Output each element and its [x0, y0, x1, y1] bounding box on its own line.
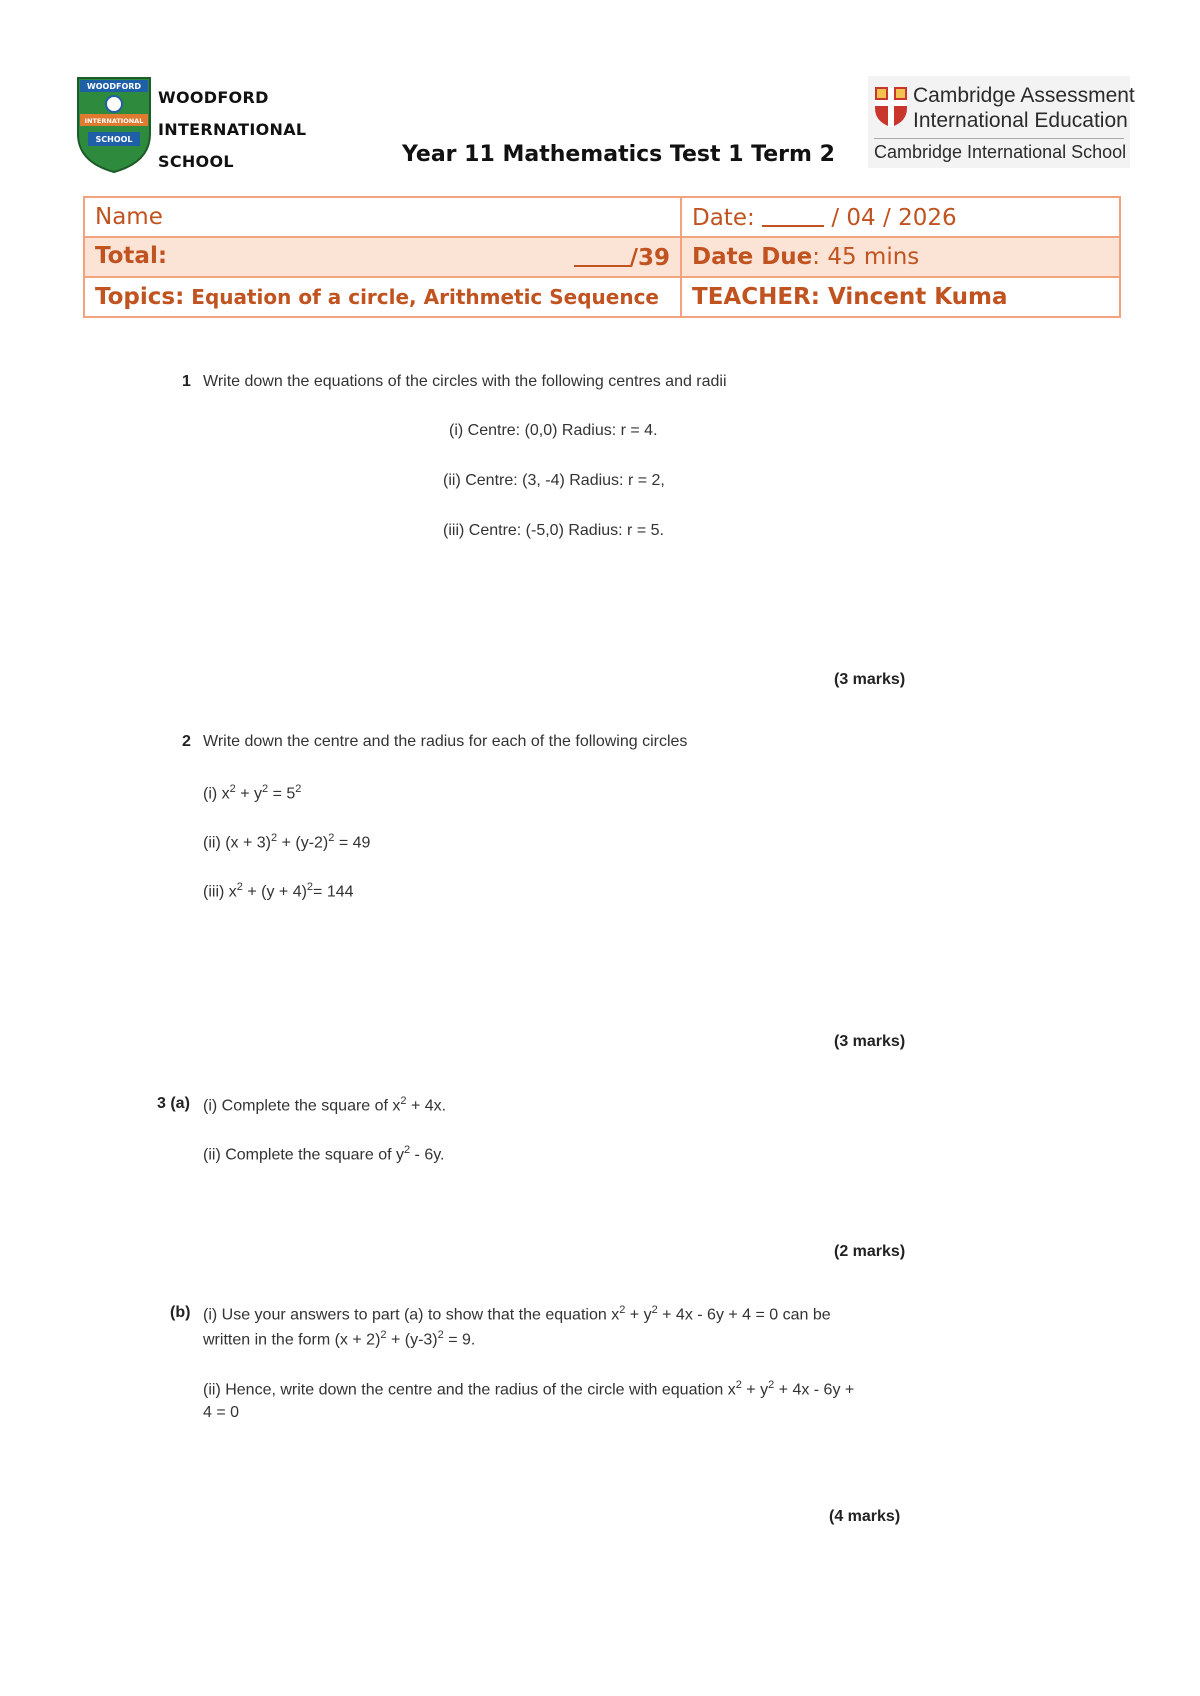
question-3a-number: 3 (a) [157, 1095, 190, 1112]
school-name-line: SCHOOL [158, 152, 234, 171]
expr-text: (ii) Complete the square of y [203, 1146, 404, 1164]
question-1-number: 1 [182, 373, 191, 390]
question-3b-marks: (4 marks) [829, 1508, 901, 1525]
logo-text-top: WOODFORD [86, 82, 142, 91]
date-year: 2026 [898, 205, 957, 231]
superscript: 2 [768, 1379, 775, 1391]
expr-text: + (y-2) [277, 834, 329, 852]
expr-text: (i) x [203, 785, 230, 803]
question-3a-part-ii [203, 1144, 444, 1164]
date-month: 04 [846, 205, 876, 231]
expr-text: + (y + 4) [242, 883, 307, 901]
date-due-label: Date Due [692, 244, 813, 270]
topics-cell [84, 277, 681, 317]
teacher-cell [681, 277, 1120, 317]
expr-text: + (y-3) [386, 1331, 438, 1349]
expr-text: = 5 [268, 785, 296, 803]
superscript: 2 [306, 881, 314, 893]
date-cell[interactable] [681, 197, 1120, 237]
logo-text-mid: INTERNATIONAL [84, 117, 144, 125]
expr-text: + y [741, 1381, 769, 1399]
total-label: Total: [95, 243, 168, 269]
date-label: Date: [692, 205, 755, 231]
date-due-cell [681, 237, 1120, 277]
total-out-of: /39 [629, 245, 670, 271]
teacher-label: TEACHER: [692, 284, 820, 310]
expr-text: + 4x - 6y + 4 = 0 can be [657, 1306, 831, 1324]
name-label: Name [95, 204, 163, 230]
cambridge-shield-icon [874, 86, 908, 128]
question-1-marks: (3 marks) [834, 671, 906, 688]
superscript: 2 [229, 783, 236, 795]
expr-text: written in the form (x + 2) [203, 1331, 381, 1349]
question-3b-part-ii-line1 [203, 1379, 854, 1399]
superscript: 2 [295, 783, 302, 795]
name-cell[interactable] [84, 197, 681, 237]
expr-text: (iii) x [203, 883, 237, 901]
expr-text: + 4x. [406, 1097, 447, 1115]
cambridge-divider [874, 138, 1124, 139]
question-1-part-iii: (iii) Centre: (-5,0) Radius: r = 5. [443, 522, 664, 539]
school-crest-logo [74, 74, 154, 174]
superscript: 2 [380, 1329, 387, 1341]
superscript: 2 [619, 1304, 626, 1316]
question-3b-part-i-line2 [203, 1329, 475, 1349]
expr-text: - 6y. [410, 1146, 445, 1164]
question-2-marks: (3 marks) [834, 1033, 906, 1050]
total-cell[interactable] [84, 237, 681, 277]
question-2-part-ii [203, 832, 370, 852]
question-1-part-i: (i) Centre: (0,0) Radius: r = 4. [449, 422, 658, 439]
superscript: 2 [328, 832, 335, 844]
date-due-value: : 45 mins [812, 244, 920, 270]
expr-text: + y [235, 785, 263, 803]
superscript: 2 [735, 1379, 742, 1391]
expr-text: (i) Complete the square of x [203, 1097, 401, 1115]
question-2-number: 2 [182, 733, 191, 750]
school-name-line: WOODFORD [158, 88, 269, 107]
student-info-table [83, 196, 1121, 318]
superscript: 2 [236, 881, 243, 893]
expr-text: (ii) (x + 3) [203, 834, 271, 852]
superscript: 2 [403, 1144, 411, 1156]
question-3a-marks: (2 marks) [834, 1243, 906, 1260]
superscript: 2 [651, 1304, 658, 1316]
question-3b-number: (b) [170, 1304, 191, 1321]
test-title: Year 11 Mathematics Test 1 Term 2 [402, 142, 835, 167]
superscript: 2 [262, 783, 269, 795]
cambridge-line-2: International Education [913, 109, 1128, 132]
expr-text: (i) Use your answers to part (a) to show that the equation x [203, 1306, 620, 1324]
cambridge-logo [868, 76, 1135, 168]
date-separator: / [883, 205, 891, 231]
date-day-blank[interactable] [762, 203, 824, 227]
expr-text: + 4x - 6y + [774, 1381, 855, 1399]
superscript: 2 [271, 832, 278, 844]
info-row-total [84, 237, 1120, 277]
cambridge-line-3: Cambridge International School [874, 142, 1127, 162]
info-row-name [84, 197, 1120, 237]
expr-text: + y [625, 1306, 652, 1324]
question-1-prompt: Write down the equations of the circles with the following centres and radii [203, 373, 727, 390]
date-separator: / [831, 205, 840, 231]
total-score-blank[interactable] [574, 243, 630, 267]
teacher-value: Vincent Kuma [819, 284, 1008, 310]
school-name [158, 82, 306, 178]
cambridge-line-1: Cambridge Assessment [913, 84, 1135, 107]
expr-text: = 9. [443, 1331, 476, 1349]
question-2-part-i [203, 783, 301, 803]
logo-text-bottom: SCHOOL [95, 135, 133, 144]
superscript: 2 [400, 1095, 407, 1107]
question-3b-part-i-line1 [203, 1304, 831, 1324]
expr-text: = 144 [313, 883, 354, 901]
question-3b-part-ii-line2: 4 = 0 [203, 1404, 240, 1421]
question-2-prompt: Write down the centre and the radius for each of the following circles [203, 733, 688, 750]
question-3a-part-i [203, 1095, 446, 1115]
question-2-part-iii [203, 881, 354, 901]
expr-text: (ii) Hence, write down the centre and the radius of the circle with equation x [203, 1381, 736, 1399]
expr-text: = 49 [334, 834, 371, 852]
school-name-line: INTERNATIONAL [158, 120, 307, 139]
topics-label: Topics: [95, 284, 185, 310]
info-row-topics [84, 277, 1120, 317]
topics-value: Equation of a circle, Arithmetic Sequence [184, 285, 659, 309]
superscript: 2 [437, 1329, 444, 1341]
question-1-part-ii: (ii) Centre: (3, -4) Radius: r = 2, [443, 472, 665, 489]
